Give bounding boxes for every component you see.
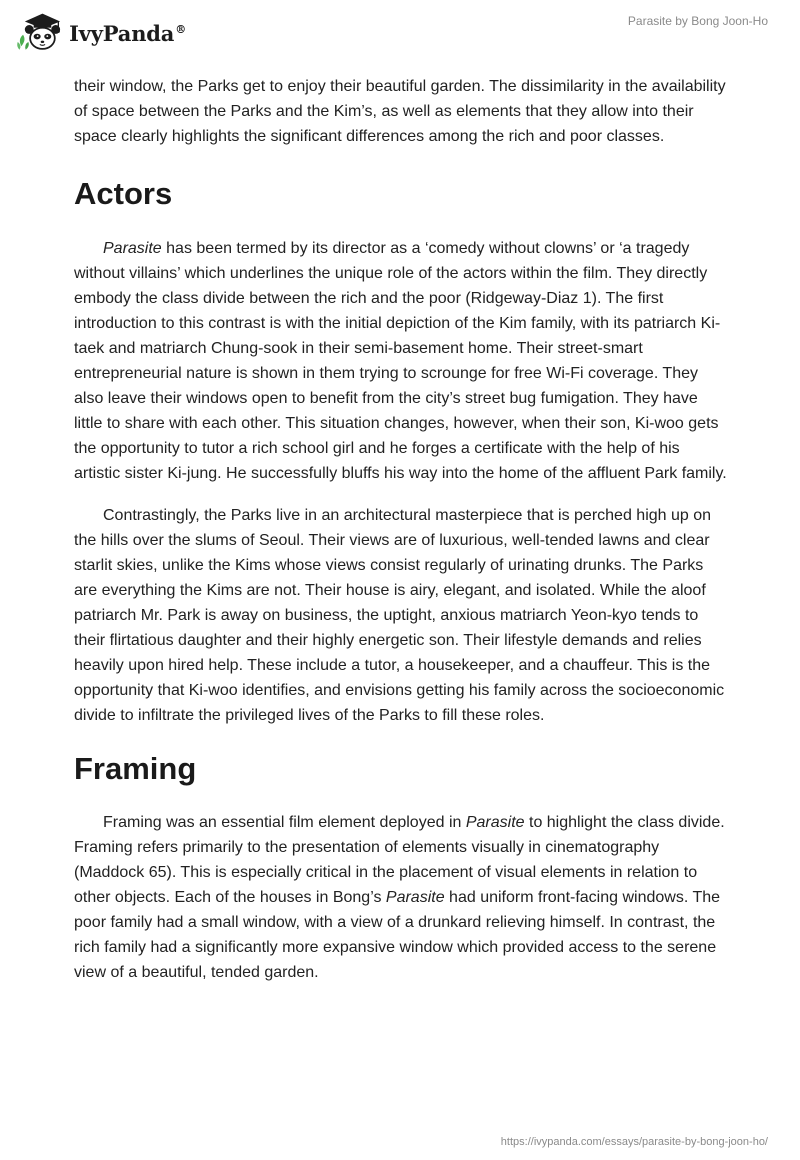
actors-paragraph-2: Contrastingly, the Parks live in an architectural masterpiece that is perched high up on the hills over the slums of Seoul. Their views are of luxurious, well-tended lawns and clear starlit skies, unlike the Kims whose views consist regularly of urinating drunks. The Parks are everything the Kims are not. Their house is airy, elegant, and isolated. While the aloof patriarch Mr. Park is away on business, the uptight, anxious matriarch Yeon-kyo tends to their flirtatious daughter and their highly energetic son. Their lifestyle demands and relies heavily upon hired help. These include a tutor, a housekeeper, and a chauffeur. This is the opportunity that Ki-woo identifies, and envisions getting his family across the socioeconomic divide to infiltrate the privileged lives of the Parks to fill these roles. — [74, 507, 725, 724]
panda-graduate-icon — [16, 8, 67, 58]
actors-paragraph-1-text: has been termed by its director as a ‘comedy without clowns’ or ‘a tragedy without villains’ which underlines the unique role of the actors within the film. They directly embody the class divide between the rich and the poor (Ridgeway-Diaz 1). The first introduction to this contrast is with the initial depiction of the Kim family, with its patriarch Ki-taek and matriarch Chung-sook in their semi-basement home. Their street-smart entrepreneurial nature is shown in them trying to scrounge for free Wi-Fi coverage. They also leave their windows open to benefit from the city’s street bug fumigation. They have little to share with each other. This situation changes, however, when their son, Ki-woo gets the opportunity to tutor a rich school girl and he forges a certificate with the help of his artistic sister Ki-jung. He successfully bluffs his way into the home of the affluent Park family. — [74, 240, 727, 482]
document-title: Parasite by Bong Joon-Ho — [627, 14, 768, 28]
source-url[interactable]: https://ivypanda.com/essays/parasite-by-bong-joon-ho/ — [500, 1136, 768, 1148]
essay-content — [74, 70, 730, 985]
intro-paragraph: their window, the Parks get to enjoy their beautiful garden. The dissimilarity in the availability of space between the Parks and the Kim’s, as well as elements that they allow into their space clearly highlights the significant differences among the rich and poor classes. — [74, 78, 726, 145]
actors-heading: Actors — [74, 176, 173, 211]
ivypanda-logo[interactable] — [16, 8, 186, 58]
actors-paragraph-1 — [74, 236, 730, 486]
film-title-italic: Parasite — [465, 814, 525, 831]
page-header — [0, 0, 800, 70]
film-title-italic: Parasite — [103, 240, 162, 257]
film-title-italic: Parasite — [385, 889, 445, 906]
logo-wordmark: IvyPanda® — [69, 20, 186, 46]
framing-paragraph-1: Framing was an essential film element deployed in Parasite to highlight the class divide. Framing refers primarily to the presentation of elements visually in cinematography (Maddock 65). This is especially critical in the placement of visual elements in relation to other objects. Each of the houses in Bong’s Parasite had uniform front-facing windows. The poor family had a small window, with a view of a drunkard relieving himself. In contrast, the rich family had a significantly more expansive window which provided access to the serene view of a beautiful, tended garden. — [74, 814, 725, 981]
framing-heading: Framing — [74, 751, 197, 786]
